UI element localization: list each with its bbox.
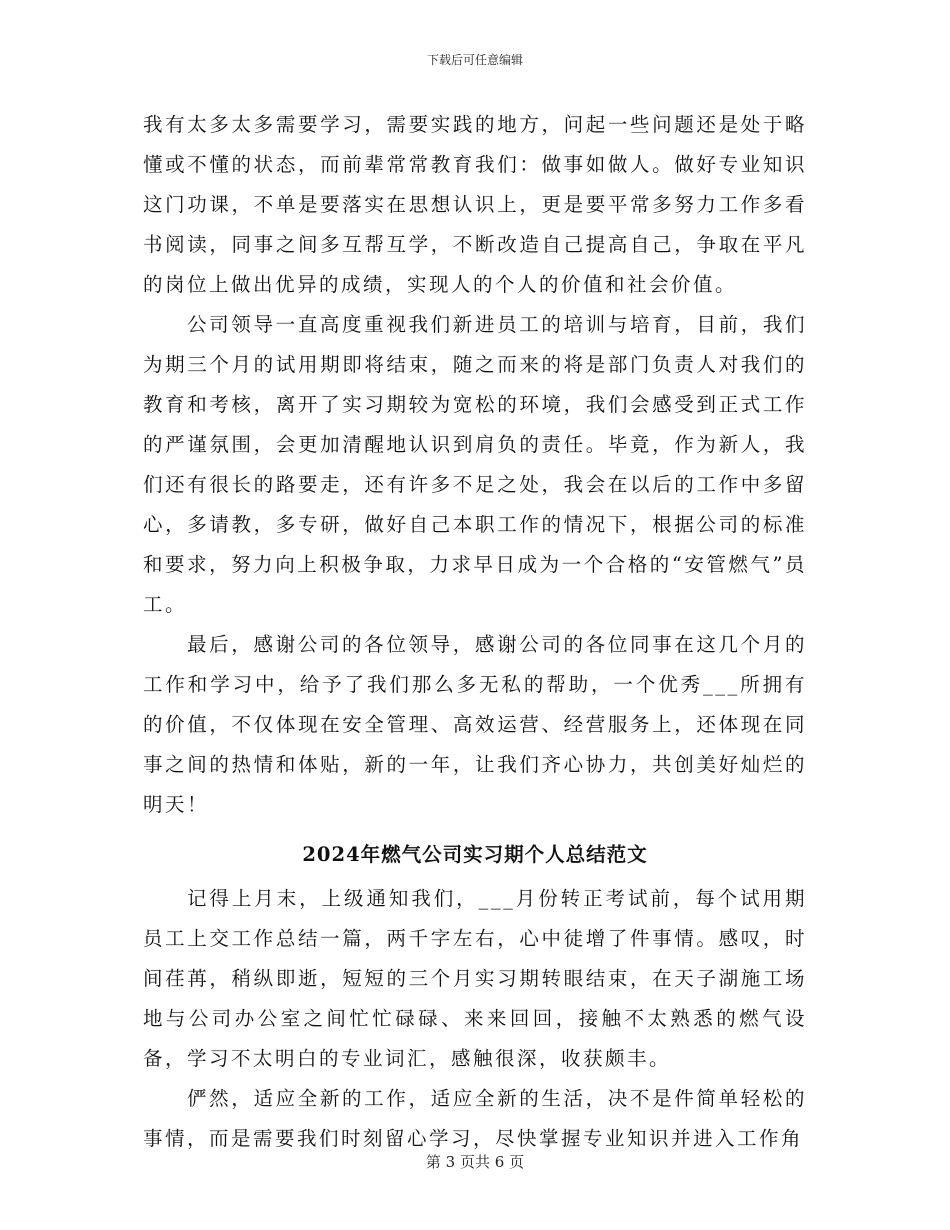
paragraph-2: 公司领导一直高度重视我们新进员工的培训与培育，目前，我们为期三个月的试用期即将结束，随之而来的将是部门负责人对我们的教育和考核，离开了实习期较为宽松的环境，我们会感受到正式工作的严谨氛围，会更加清醒地认识到肩负的责任。毕竟，作为新人，我们还有很长的路要走，还有许多不足之处，我会在以后的工作中多留心，多请教，多专研，做好自己本职工作的情况下，根据公司的标准和要求，努力向上积极争取，力求早日成为一个合格的“安管燃气”员工。: [143, 313, 807, 616]
paragraph-4: 记得上月末，上级通知我们，___月份转正考试前，每个试用期员工上交工作总结一篇，两千字左右，心中徒增了件事情。感叹，时间荏苒，稍纵即逝，短短的三个月实习期转眼结束，在天子湖施工场地与公司办公室之间忙忙碌碌、来来回回，接触不太熟悉的燃气设备，学习不太明白的专业词汇，感触很深，收获颇丰。: [143, 887, 807, 1070]
paragraph-1: 我有太多太多需要学习，需要实践的地方，问起一些问题还是处于略懂或不懂的状态，而前辈常常教育我们：做事如做人。做好专业知识这门功课，不单是要落实在思想认识上，更是要平常多努力工作多看书阅读，同事之间多互帮互学，不断改造自己提高自己，争取在平凡的岗位上做出优异的成绩，实现人的个人的价值和社会价值。: [143, 113, 807, 296]
document-body: [143, 105, 807, 1159]
page-footer: 第 3 页共 6 页: [425, 1153, 525, 1171]
paragraph-5: 俨然，适应全新的工作，适应全新的生活，决不是件简单轻松的事情，而是需要我们时刻留心学习，尽快掌握专业知识并进入工作角: [143, 1087, 807, 1150]
section-title: 2024年燃气公司实习期个人总结范文: [302, 843, 648, 866]
paragraph-3: 最后，感谢公司的各位领导，感谢公司的各位同事在这几个月的工作和学习中，给予了我们那么多无私的帮助，一个优秀___所拥有的价值，不仅体现在安全管理、高效运营、经营服务上，还体现在同事之间的热情和体贴，新的一年，让我们齐心协力，共创美好灿烂的明天！: [143, 633, 807, 816]
page-header: 下载后可任意编辑: [426, 53, 523, 67]
